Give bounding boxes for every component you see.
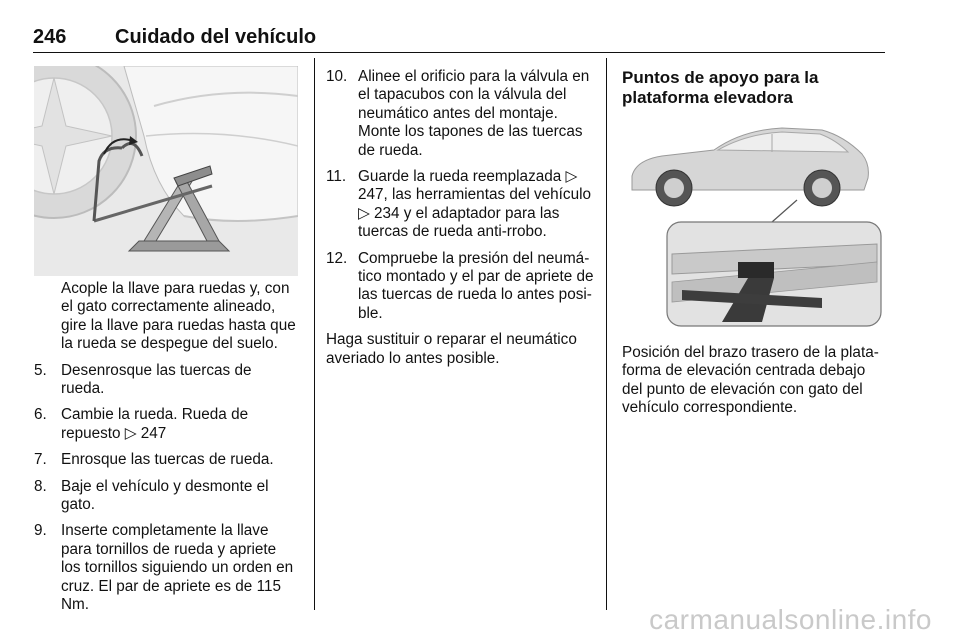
intro-paragraph: Acople la llave para ruedas y, con el gato correctamente alineado, gire la llave para ruedas hasta que la rueda se despegue del suelo. (61, 280, 296, 353)
step-10 (326, 68, 594, 160)
step-number: 12. (326, 249, 348, 267)
step-text: Alinee el orificio para la válvula en el tapacubos con la válvula del neumático antes del montaje. (358, 68, 590, 122)
step-10-sub: Monte los tapones de las tuercas de rueda. (358, 123, 583, 159)
step-11 (326, 168, 594, 242)
step-number: 11. (326, 168, 347, 186)
step-text: Cambie la rueda. Rueda de repuesto ▷ 247 (61, 406, 249, 442)
step-number: 10. (326, 68, 348, 85)
page-number: 246 (33, 26, 67, 48)
step-number: 9. (34, 522, 47, 540)
watermark: carmanualsonline.info (649, 604, 932, 635)
step-6 (34, 406, 299, 443)
lift-point-svg (622, 114, 884, 330)
step-8 (34, 478, 299, 515)
lift-point-illustration (622, 114, 884, 330)
step-text: Enrosque las tuercas de rueda. (61, 451, 274, 469)
step-12 (326, 250, 594, 324)
column-3-heading (622, 68, 884, 116)
column-1-text (34, 280, 299, 623)
closing-paragraph: Haga sustituir o reparar el neumático averiado lo antes posible. (326, 331, 577, 367)
jack-svg (34, 66, 298, 276)
step-7 (34, 451, 299, 469)
page-title: Cuidado del vehículo (115, 26, 317, 48)
header-rule (33, 52, 885, 53)
step-9 (34, 522, 299, 614)
column-2-text (326, 68, 594, 376)
step-number: 8. (34, 477, 47, 495)
step-text: Baje el vehículo y desmonte el gato. (61, 477, 269, 514)
step-number: 5. (34, 361, 47, 379)
column-divider-2 (606, 58, 607, 610)
section-title: Puntos de apoyo para la plataforma elevadora (622, 68, 819, 107)
step-text: Desenrosque las tuercas de rueda. (61, 361, 252, 398)
step-text: Guarde la rueda reemplazada ▷ 247, las herramientas del vehículo ▷ 234 y el adaptador para las tuercas de rueda anti-rrobo. (358, 168, 591, 241)
step-number: 6. (34, 406, 47, 424)
step-text: Compruebe la presión del neumá-tico montado y el par de apriete de las tuercas de rueda lo antes posi-ble. (358, 249, 594, 322)
jack-illustration (34, 66, 298, 276)
step-number: 7. (34, 451, 47, 469)
figure-caption: Posición del brazo trasero de la plata-forma de elevación centrada debajo del punto de elevación con gato del vehículo correspondiente. (622, 344, 879, 417)
step-text: Inserte completamente la llave para tornillos de rueda y apriete los tornillos siguiendo un orden en cruz. El par de apriete es de 115 Nm. (61, 522, 294, 614)
step-5 (34, 362, 299, 399)
column-divider-1 (314, 58, 315, 610)
page-header (33, 26, 885, 52)
